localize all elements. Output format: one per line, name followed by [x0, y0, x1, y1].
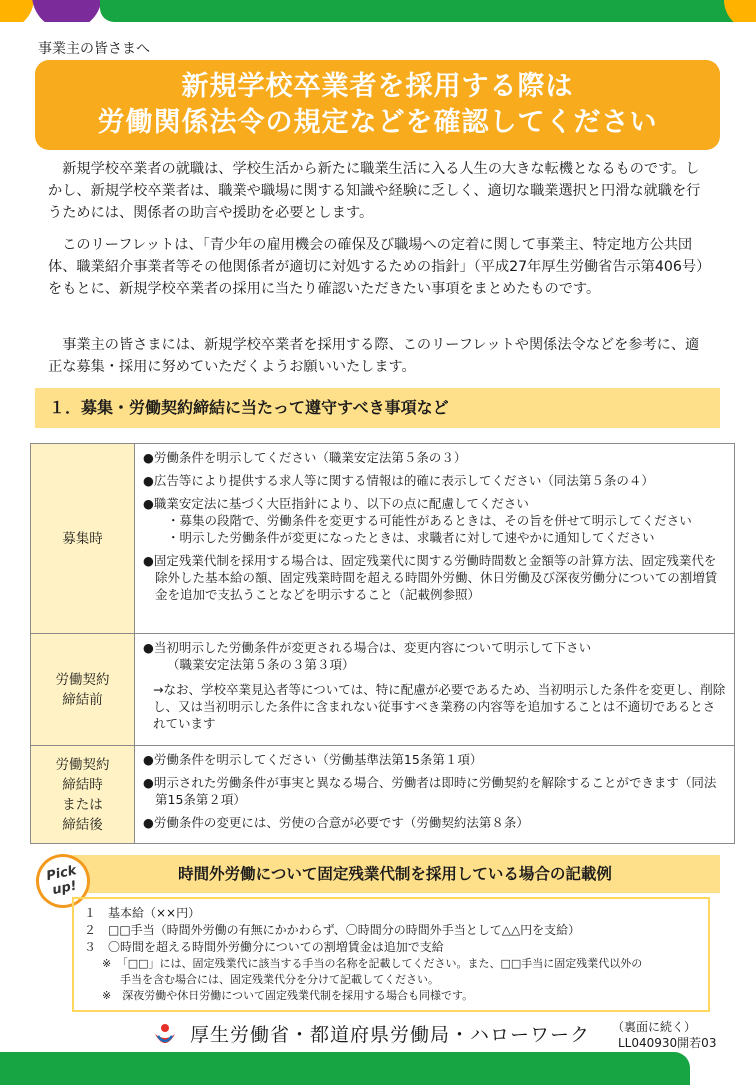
green-band — [100, 0, 740, 22]
example-line: １ 基本給（××円） — [84, 906, 201, 920]
purple-circle-decoration — [32, 0, 102, 22]
intro-paragraph-1: 新規学校卒業者の就職は、学校生活から新たに職業生活に入る人生の大きな転機となるものです。しかし、新規学校卒業者は、職業や職場に関する知識や経験に乏しく、適切な職業選択と円滑な就職を行うためには、関係者の助言や援助を必要とします。 — [48, 161, 701, 221]
row-header-at-contract: 労働契約 締結時 または 締結後 — [31, 746, 135, 844]
intro-paragraph-2: このリーフレットは、「青少年の雇用機会の確保及び職場への定着に関して事業主、特定地方公共団体、職業紹介事業者等その他関係者が適切に対処するための指針」（平成27年厚生労働省告示第406号）をもとに、新規学校卒業者の採用に当たり確認いただきたい事項をまとめたものです。 — [48, 237, 704, 297]
example-line: ２ □□手当（時間外労働の有無にかかわらず、〇時間分の時間外手当として△△円を支給） — [84, 923, 581, 937]
row-body-before-contract — [135, 634, 735, 746]
title-line-2: 労働関係法令の規定などを確認してください — [97, 107, 658, 138]
pickup-heading: 時間外労働について固定残業代制を採用している場合の記載例 — [70, 855, 720, 893]
table-row — [31, 634, 735, 746]
greeting: 事業主の皆さまへ — [38, 41, 150, 57]
table-row — [31, 746, 735, 844]
example-line: ３ 〇時間を超える時間外労働分についての割増賃金は追加で支給 — [84, 940, 444, 954]
sub-item: ・募集の段階で、労働条件を変更する可能性があるときは、その旨を併せて明示してください — [167, 513, 692, 528]
row-body-at-contract — [135, 746, 735, 844]
title-line-1: 新規学校卒業者を採用する際は — [181, 71, 574, 102]
footer-organization: 厚生労働省・都道府県労働局・ハローワーク — [190, 1024, 591, 1046]
list-item: ●職業安定法に基づく大臣指針により、以下の点に配慮してください — [143, 496, 529, 511]
ministry-logo-icon — [152, 1022, 178, 1048]
intro-paragraph-3: 事業主の皆さまには、新規学校卒業者を採用する際、このリーフレットや関係法令などを参考に、適正な募集・採用に努めていただくようお願いいたします。 — [48, 337, 700, 375]
document-code: LL040930開若03 — [618, 1036, 717, 1050]
row-header-before-contract: 労働契約 締結前 — [31, 634, 135, 746]
list-item: ●明示された労働条件が事実と異なる場合、労働者は即時に労働契約を解除することができます（同法第15条第２項） — [143, 775, 717, 807]
list-item: ●労働条件を明示してください（職業安定法第５条の３） — [143, 450, 467, 465]
table-row — [31, 444, 735, 634]
note-text: →なお、学校卒業見込者等については、特に配慮が必要であるため、当初明示した条件を変更し、削除し、又は当初明示した条件に含まれない従事すべき業務の内容等を追加することは不適切であるとされています — [153, 682, 726, 731]
orange-circle-decoration — [0, 0, 34, 22]
rules-table — [30, 443, 735, 844]
sub-item: ・明示した労働条件が変更になったときは、求職者に対して速やかに通知してください — [167, 530, 655, 545]
top-decoration — [0, 0, 756, 22]
example-note: ※ 深夜労働や休日労働について固定残業代制を採用する場合も同様です。 — [102, 989, 474, 1002]
example-note: ※ 「□□」には、固定残業代に該当する手当の名称を記載してください。また、□□手当に固定残業代以外の — [102, 957, 643, 970]
bottom-decoration — [0, 1052, 756, 1085]
list-item: ●広告等により提供する求人等に関する情報は的確に表示してください（同法第５条の４） — [143, 473, 654, 488]
pickup-badge: Pick up! — [31, 849, 95, 913]
list-item: ●労働条件の変更には、労使の合意が必要です（労働契約法第８条） — [143, 815, 529, 830]
list-item: ●当初明示した労働条件が変更される場合は、変更内容について明示して下さい — [143, 640, 592, 655]
example-note: 手当を含む場合には、固定残業代分を分けて記載してください。 — [120, 973, 439, 986]
continue-note: （裏面に続く） — [612, 1020, 697, 1034]
section-heading: １．募集・労働契約締結に当たって遵守すべき事項など — [35, 388, 720, 428]
page-title — [35, 60, 720, 150]
list-item: ●労働条件を明示してください（労働基準法第15条第１項） — [143, 752, 483, 767]
list-item-continuation: （職業安定法第５条の３第３項） — [167, 657, 355, 672]
row-body-recruitment — [135, 444, 735, 634]
green-band — [0, 1052, 690, 1085]
example-box — [72, 897, 710, 1012]
row-header-recruitment: 募集時 — [31, 444, 135, 634]
list-item: ●固定残業代制を採用する場合は、固定残業代に関する労働時間数と金額等の計算方法、固定残業代を除外した基本給の額、固定残業時間を超える時間外労働、休日労働及び深夜労働分についての割増賃金を追加で支払うことなどを明示すること（記載例参照） — [143, 553, 718, 602]
